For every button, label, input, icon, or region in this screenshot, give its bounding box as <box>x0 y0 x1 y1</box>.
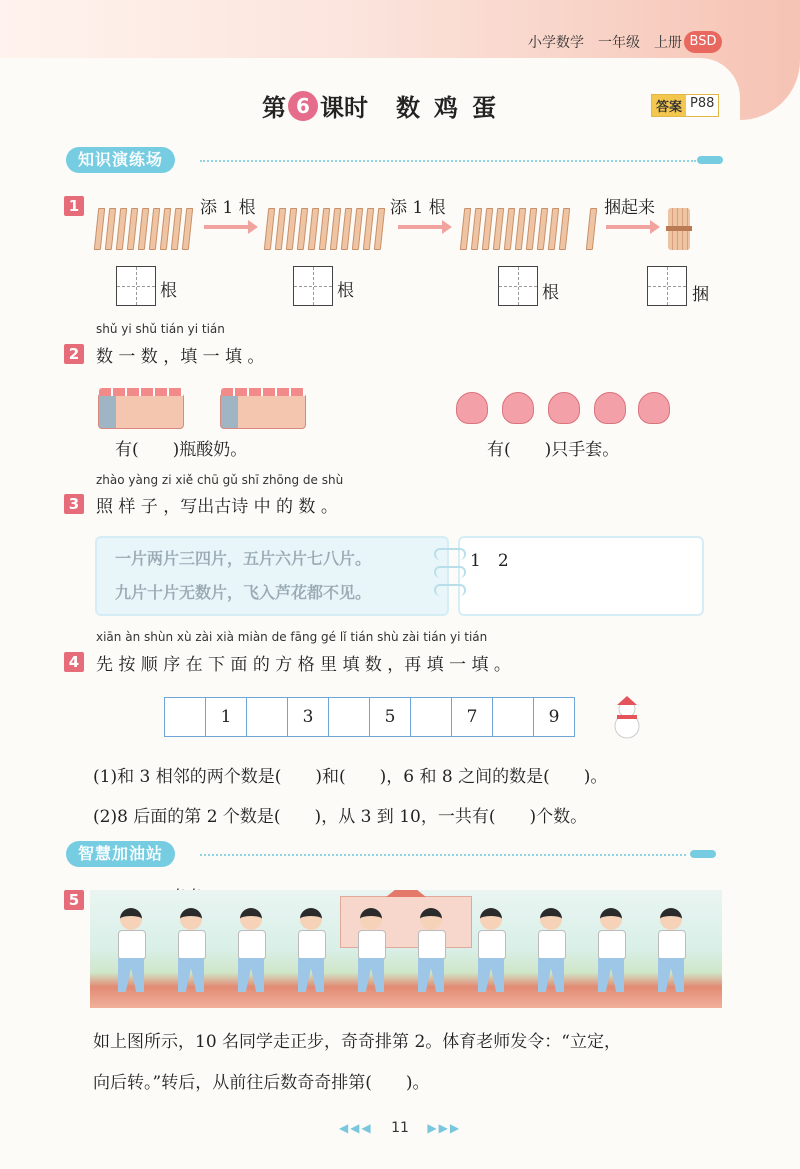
grid-cell[interactable] <box>164 697 206 737</box>
grid-cell[interactable] <box>246 697 288 737</box>
ring-binder-icon <box>434 566 466 578</box>
unit-label-2: 根 <box>337 281 354 301</box>
sticks-group-2 <box>266 208 372 250</box>
glove-icon <box>638 392 670 424</box>
gloves-question: 有( )只手套。 <box>487 440 620 460</box>
poem-line-1: 一片两片三四片，五片六片七八片。 <box>115 549 372 568</box>
grid-cell: 9 <box>533 697 575 737</box>
grid-cell: 1 <box>205 697 247 737</box>
grid-cell[interactable] <box>410 697 452 737</box>
snowman-icon <box>607 696 647 740</box>
stick-bundle-icon <box>668 208 690 250</box>
next-arrows-icon: ▶▶▶ <box>427 1121 462 1135</box>
sticks-group-3 <box>462 208 568 250</box>
student-figure <box>228 908 274 994</box>
answer-box-1[interactable] <box>116 266 156 306</box>
q4-pinyin: xiān àn shùn xù zài xià miàn de fāng gé lǐ tián shù zài tián yi tián <box>96 630 488 644</box>
ring-binder-icon <box>434 548 466 560</box>
student-figure <box>108 908 154 994</box>
q4-subquestion-2: (2)8 后面的第 2 个数是( )，从 3 到 10，一共有( )个数。 <box>93 807 588 827</box>
section-challenge: 智慧加油站 <box>66 841 175 867</box>
q5-text-line-2: 向后转。”转后，从前往后数奇奇排第( )。 <box>93 1073 430 1093</box>
prev-arrows-icon: ◀◀◀ <box>338 1121 373 1135</box>
student-figure <box>468 908 514 994</box>
question-number-3: 3 <box>64 494 84 514</box>
student-figure <box>528 908 574 994</box>
glove-icon <box>594 392 626 424</box>
answer-box-4[interactable] <box>647 266 687 306</box>
extra-stick-1 <box>376 208 383 250</box>
section-divider <box>200 160 696 162</box>
grid-cell[interactable] <box>492 697 534 737</box>
arrow-icon <box>398 225 444 229</box>
grid-cell: 3 <box>287 697 329 737</box>
glove-icon <box>548 392 580 424</box>
answer-reference[interactable] <box>651 94 719 117</box>
answer-page: P88 <box>686 95 718 116</box>
student-figure <box>648 908 694 994</box>
sticks-group-1 <box>96 208 191 250</box>
edition-badge: BSD <box>684 31 722 53</box>
q4-instruction: 先 按 顺 序 在 下 面 的 方 格 里 填 数 ，再 填 一 填 。 <box>96 655 511 675</box>
unit-label-3: 根 <box>542 283 559 303</box>
lesson-number: 6 <box>288 91 318 121</box>
student-figure <box>168 908 214 994</box>
question-number-1: 1 <box>64 196 84 216</box>
yogurt-pack-icon <box>98 393 184 429</box>
subject-label: 小学数学 <box>528 35 584 51</box>
answer-box-3[interactable] <box>498 266 538 306</box>
grid-cell: 7 <box>451 697 493 737</box>
student-figure <box>348 908 394 994</box>
question-number-4: 4 <box>64 652 84 672</box>
arrow-icon <box>606 225 652 229</box>
poem-example-answer: 1 2 <box>470 551 509 571</box>
title-suffix: 课时 <box>320 94 368 122</box>
bundle-label: 捆起来 <box>604 198 655 218</box>
ring-binder-icon <box>434 584 466 596</box>
add-one-label-1: 添 1 根 <box>200 198 256 218</box>
volume-label: 上册 <box>654 35 682 51</box>
unit-label-1: 根 <box>160 281 177 301</box>
page-footer <box>0 1120 800 1136</box>
pencil-icon <box>697 156 723 164</box>
grid-cell[interactable] <box>328 697 370 737</box>
add-one-label-2: 添 1 根 <box>390 198 446 218</box>
glove-icon <box>502 392 534 424</box>
grid-cell: 5 <box>369 697 411 737</box>
q5-text-line-1: 如上图所示，10 名同学走正步，奇奇排第 2。体育老师发令：“立定， <box>93 1032 621 1052</box>
number-grid <box>165 697 575 737</box>
answer-label: 答案 <box>652 95 686 116</box>
q2-instruction: 数 一 数 ，填 一 填 。 <box>96 347 265 367</box>
arrow-icon <box>204 225 250 229</box>
question-number-2: 2 <box>64 344 84 364</box>
yogurt-question: 有( )瓶酸奶。 <box>115 440 248 460</box>
unit-label-4: 捆 <box>692 285 709 305</box>
marching-students-illustration <box>90 890 722 1008</box>
title-prefix: 第 <box>262 94 286 122</box>
section-practice: 知识演练场 <box>66 147 175 173</box>
q3-pinyin: zhào yàng zi xiě chū gǔ shī zhōng de shù <box>96 473 344 487</box>
section-divider <box>200 854 686 856</box>
poem-line-2: 九片十片无数片，飞入芦花都不见。 <box>115 583 372 602</box>
extra-stick-2 <box>588 208 595 250</box>
pencil-icon <box>690 850 716 858</box>
q4-subquestion-1: (1)和 3 相邻的两个数是( )和( )，6 和 8 之间的数是( )。 <box>93 767 608 787</box>
yogurt-pack-icon <box>220 393 306 429</box>
student-figure <box>588 908 634 994</box>
student-figure <box>288 908 334 994</box>
q2-pinyin: shǔ yi shǔ tián yi tián <box>96 322 225 336</box>
answer-box-2[interactable] <box>293 266 333 306</box>
glove-icon <box>456 392 488 424</box>
student-figure <box>408 908 454 994</box>
lesson-title: 数鸡蛋 <box>396 94 510 122</box>
page-header <box>528 32 682 52</box>
question-number-5: 5 <box>64 890 84 910</box>
page-title <box>262 88 510 123</box>
q3-instruction: 照 样 子 ，写出古诗 中 的 数 。 <box>96 497 338 517</box>
page-number: 11 <box>391 1120 409 1136</box>
grade-label: 一年级 <box>598 35 640 51</box>
